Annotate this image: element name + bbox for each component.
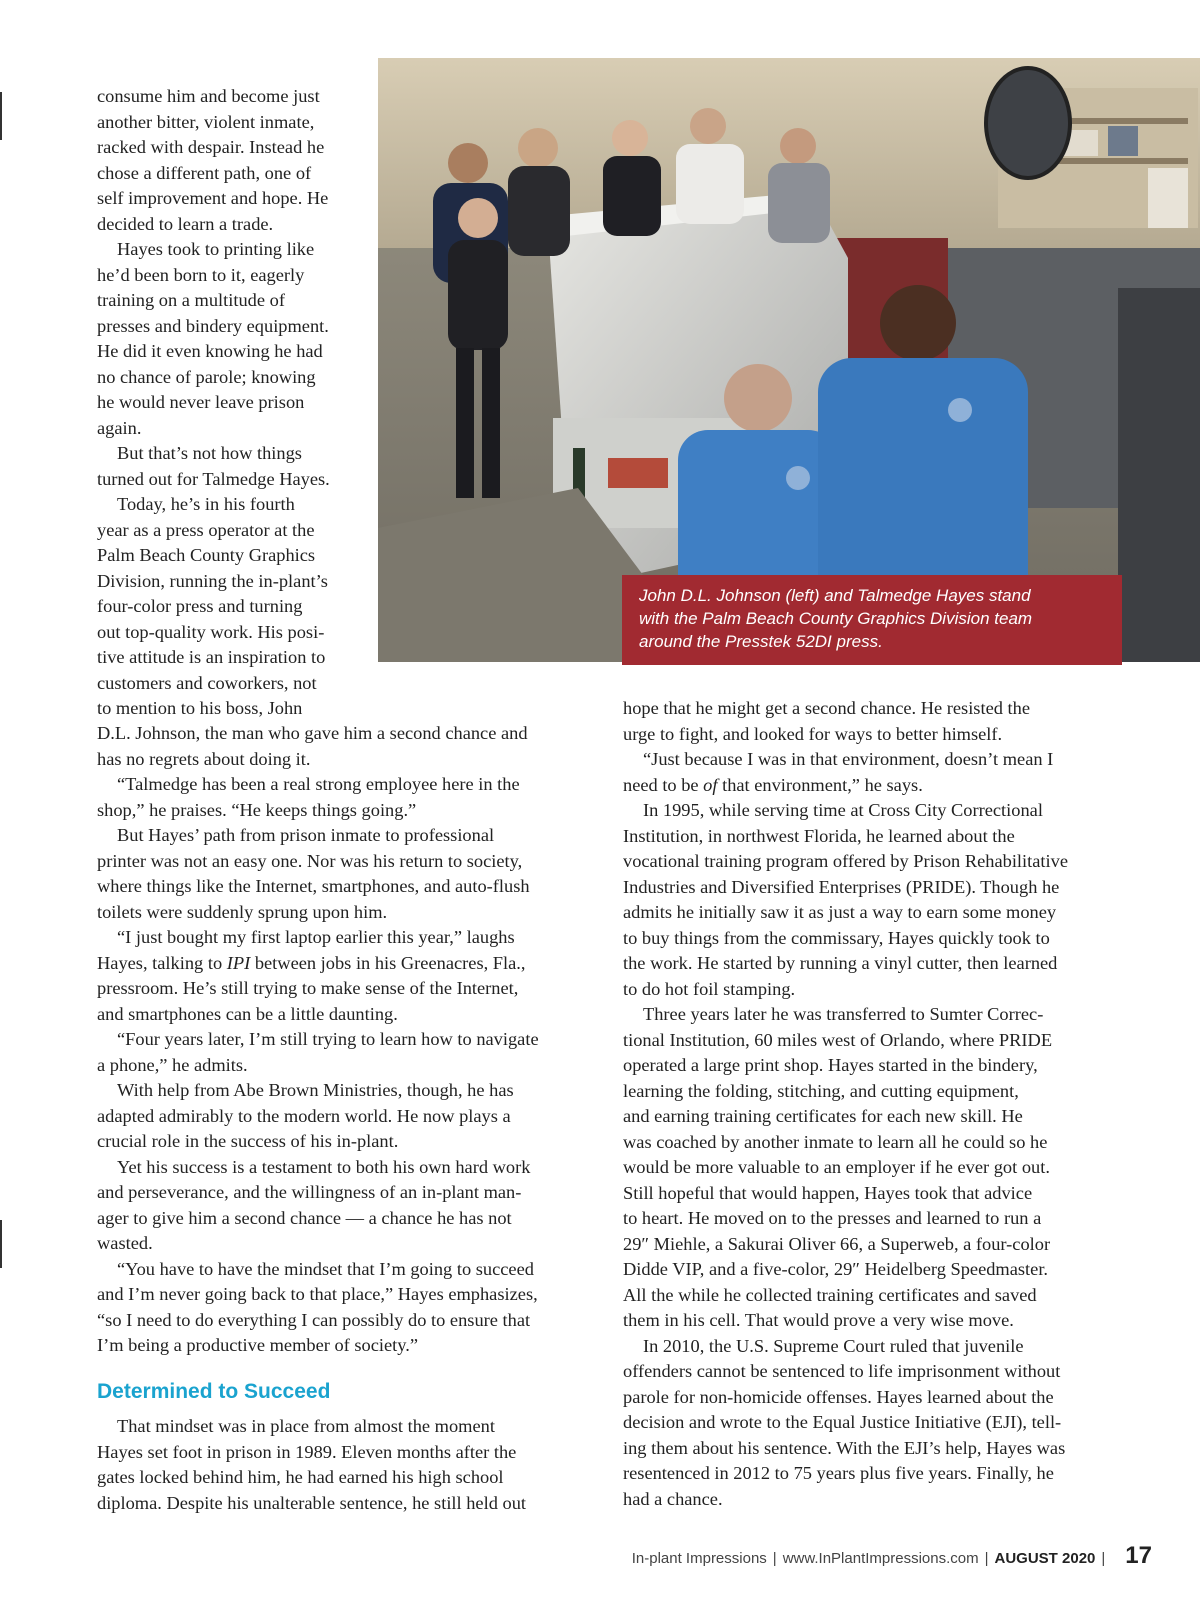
page-footer	[632, 1542, 1152, 1570]
text-line: racked with despair. Instead he	[97, 137, 325, 157]
text-line: four-color press and turning	[97, 596, 303, 616]
text-line: In 2010, the U.S. Supreme Court ruled that juvenile	[643, 1335, 1024, 1356]
text-line: another bitter, violent inmate,	[97, 111, 315, 132]
page-number: 17	[1125, 1542, 1152, 1569]
footer-date: AUGUST 2020	[994, 1550, 1096, 1567]
footer-separator: |	[772, 1550, 777, 1567]
text-line: “I just bought my first laptop earlier this year,” laughs	[117, 927, 515, 947]
text-line: But Hayes’ path from prison inmate to professional	[117, 825, 495, 845]
text-line: decision and wrote to the Equal Justice Initiative (EJI), tell-	[623, 1412, 1062, 1432]
column-1-section-text	[97, 1414, 526, 1516]
text-line: customers and coworkers, not	[97, 672, 317, 693]
press-team-photo	[378, 58, 1200, 662]
column-1-body-text	[97, 721, 539, 1359]
text-line: Hayes took to printing like	[117, 239, 315, 259]
text-line: had a chance.	[623, 1488, 723, 1509]
text-line: again.	[97, 417, 142, 438]
text-line: Yet his success is a testament to both his own hard work	[117, 1156, 531, 1177]
text-line: he would never leave prison	[97, 392, 305, 412]
text-line: consume him and become just	[97, 86, 320, 106]
text-line: to heart. He moved on to the presses and learned to run a	[623, 1208, 1042, 1228]
text-line: no chance of parole; knowing	[97, 366, 316, 387]
text-line: tive attitude is an inspiration to	[97, 647, 326, 667]
text-line: turned out for Talmedge Hayes.	[97, 468, 330, 489]
text-line: “Just because I was in that environment, doesn’t mean I	[643, 749, 1054, 769]
text-line: “You have to have the mindset that I’m going to succeed	[117, 1258, 534, 1279]
text-line: self improvement and hope. He	[97, 188, 329, 208]
text-line: printer was not an easy one. Nor was his return to society,	[97, 850, 523, 871]
text-line: offenders cannot be sentenced to life imprisonment without	[623, 1361, 1061, 1381]
text-line: That mindset was in place from almost the moment	[117, 1416, 495, 1436]
text-line: decided to learn a trade.	[97, 213, 274, 234]
text-line: hope that he might get a second chance. He resisted the	[623, 698, 1031, 718]
section-heading: Determined to Succeed	[97, 1380, 331, 1403]
page-edge-mark-bottom	[0, 1220, 2, 1268]
text-line: pressroom. He’s still trying to make sense of the Internet,	[97, 978, 519, 998]
text-line: urge to fight, and looked for ways to better himself.	[623, 723, 1003, 744]
text-line: Palm Beach County Graphics	[97, 545, 316, 565]
text-line: wasted.	[97, 1233, 153, 1253]
italic-text: of	[703, 774, 718, 795]
text-line: In 1995, while serving time at Cross City Correctional	[643, 800, 1043, 820]
text-line: D.L. Johnson, the man who gave him a second chance and	[97, 723, 528, 743]
text-line: to mention to his boss, John	[97, 698, 303, 718]
column-1-top-text	[97, 84, 330, 722]
text-line: Didde VIP, and a five-color, 29″ Heidelberg Speedmaster.	[623, 1259, 1049, 1279]
text-line: and earning training certificates for each new skill. He	[623, 1106, 1023, 1126]
text-line: All the while he collected training certificates and saved	[623, 1284, 1037, 1305]
text-line: and smartphones can be a little daunting.	[97, 1003, 398, 1024]
text-line: training on a multitude of	[97, 290, 285, 310]
text-line: to do hot foil stamping.	[623, 978, 796, 999]
footer-separator: |	[1101, 1550, 1106, 1567]
footer-publication: In-plant Impressions	[631, 1550, 767, 1567]
text-line: chose a different path, one of	[97, 162, 312, 183]
text-line: admits he initially saw it as just a way to earn some money	[623, 902, 1057, 922]
text-line: learning the folding, stitching, and cutting equipment,	[623, 1080, 1019, 1101]
text-line: he’d been born to it, eagerly	[97, 264, 305, 285]
text-line: “Four years later, I’m still trying to learn how to navigate	[117, 1029, 539, 1049]
text-line: them in his cell. That would prove a very wise move.	[623, 1310, 1014, 1330]
text-line: toilets were suddenly sprung upon him.	[97, 901, 388, 922]
text-line: But that’s not how things	[117, 443, 302, 463]
text-line: parole for non-homicide offenses. Hayes learned about the	[623, 1386, 1054, 1407]
text-line: out top-quality work. His posi-	[97, 621, 325, 642]
text-line: “Talmedge has been a real strong employee here in the	[117, 774, 520, 794]
text-line: to buy things from the commissary, Hayes quickly took to	[623, 927, 1050, 948]
photo-caption	[622, 575, 1122, 665]
text-line: With help from Abe Brown Ministries, though, he has	[117, 1080, 514, 1100]
text-line: I’m being a productive member of society.”	[97, 1335, 419, 1355]
text-line: need to be of that environment,” he says.	[623, 774, 923, 795]
footer-website[interactable]: www.InPlantImpressions.com	[782, 1550, 979, 1567]
text-line: ing them about his sentence. With the EJI’s help, Hayes was	[623, 1437, 1066, 1458]
text-line: vocational training program offered by Prison Rehabilitative	[623, 851, 1069, 871]
caption-line: John D.L. Johnson (left) and Talmedge Hayes stand	[639, 586, 1031, 605]
text-line: the work. He started by running a vinyl cutter, then learned	[623, 953, 1058, 973]
text-line: crucial role in the success of his in-plant.	[97, 1131, 399, 1151]
text-line: and perseverance, and the willingness of an in-plant man-	[97, 1182, 522, 1202]
text-line: Institution, in northwest Florida, he learned about the	[623, 825, 1015, 846]
text-line: presses and bindery equipment.	[97, 315, 329, 336]
page-edge-mark-top	[0, 92, 2, 140]
caption-line: around the Presstek 52DI press.	[639, 632, 883, 651]
text-line: Hayes, talking to IPI between jobs in his Greenacres, Fla.,	[97, 952, 526, 973]
text-line: resentenced in 2012 to 75 years plus five years. Finally, he	[623, 1463, 1054, 1483]
text-line: 29″ Miehle, a Sakurai Oliver 66, a Superweb, a four-color	[623, 1233, 1051, 1254]
text-line: ager to give him a second chance — a chance he has not	[97, 1207, 512, 1228]
text-line: would be more valuable to an employer if he ever got out.	[623, 1157, 1050, 1177]
caption-line: with the Palm Beach County Graphics Division team	[639, 609, 1033, 628]
italic-text: IPI	[226, 952, 251, 973]
text-line: adapted admirably to the modern world. He now plays a	[97, 1105, 511, 1126]
text-line: Still hopeful that would happen, Hayes took that advice	[623, 1182, 1033, 1203]
text-line: Three years later he was transferred to Sumter Correc-	[643, 1004, 1044, 1024]
text-line: “so I need to do everything I can possibly do to ensure that	[97, 1309, 531, 1330]
text-line: shop,” he praises. “He keeps things going.”	[97, 799, 417, 820]
column-2-body-text	[623, 696, 1068, 1512]
footer-separator: |	[984, 1550, 989, 1567]
text-line: a phone,” he admits.	[97, 1054, 248, 1075]
text-line: operated a large print shop. Hayes started in the bindery,	[623, 1055, 1038, 1075]
text-line: He did it even knowing he had	[97, 341, 323, 361]
text-line: year as a press operator at the	[97, 519, 315, 540]
text-line: Industries and Diversified Enterprises (PRIDE). Though he	[623, 876, 1060, 897]
text-line: Hayes set foot in prison in 1989. Eleven months after the	[97, 1441, 517, 1462]
text-line: diploma. Despite his unalterable sentence, he still held out	[97, 1492, 527, 1513]
text-line: gates locked behind him, he had earned his high school	[97, 1467, 504, 1487]
text-line: and I’m never going back to that place,” Hayes emphasizes,	[97, 1284, 538, 1304]
text-line: was coached by another inmate to learn all he could so he	[623, 1131, 1048, 1152]
text-line: Division, running the in-plant’s	[97, 570, 328, 591]
text-line: where things like the Internet, smartphones, and auto-flush	[97, 876, 530, 896]
text-line: Today, he’s in his fourth	[117, 494, 295, 514]
text-line: tional Institution, 60 miles west of Orlando, where PRIDE	[623, 1029, 1053, 1050]
text-line: has no regrets about doing it.	[97, 748, 311, 769]
